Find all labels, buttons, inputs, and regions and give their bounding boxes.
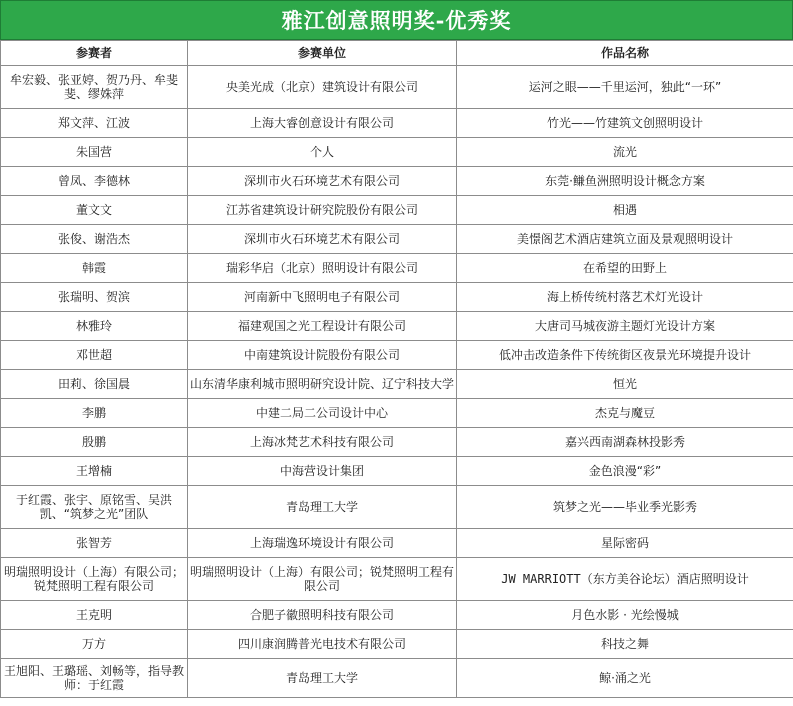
cell-unit: 明瑞照明设计（上海）有限公司；锐梵照明工程有限公司 — [188, 558, 457, 601]
table-row — [1, 486, 793, 529]
cell-work: 运河之眼——千里运河，独此“一环” — [457, 66, 793, 109]
cell-participant: 王克明 — [1, 601, 188, 630]
table-row — [1, 659, 793, 698]
cell-unit: 深圳市火石环境艺术有限公司 — [188, 225, 457, 254]
cell-unit: 上海瑞逸环境设计有限公司 — [188, 529, 457, 558]
table-row — [1, 601, 793, 630]
cell-work: 低冲击改造条件下传统街区夜景光环境提升设计 — [457, 341, 793, 370]
header-participant: 参赛者 — [1, 41, 188, 66]
cell-work: 科技之舞 — [457, 630, 793, 659]
table-row — [1, 529, 793, 558]
cell-unit: 深圳市火石环境艺术有限公司 — [188, 167, 457, 196]
cell-unit: 福建观国之光工程设计有限公司 — [188, 312, 457, 341]
cell-participant: 王增楠 — [1, 457, 188, 486]
cell-unit: 上海大睿创意设计有限公司 — [188, 109, 457, 138]
cell-participant: 王旭阳、王璐瑶、刘畅等，指导教师：于红霞 — [1, 659, 188, 698]
cell-work: 流光 — [457, 138, 793, 167]
cell-unit: 青岛理工大学 — [188, 659, 457, 698]
table-row — [1, 66, 793, 109]
cell-unit: 江苏省建筑设计研究院股份有限公司 — [188, 196, 457, 225]
cell-unit: 四川康润腾普光电技术有限公司 — [188, 630, 457, 659]
cell-participant: 明瑞照明设计（上海）有限公司；锐梵照明工程有限公司 — [1, 558, 188, 601]
table-row — [1, 399, 793, 428]
table-row — [1, 341, 793, 370]
cell-participant: 韩霞 — [1, 254, 188, 283]
table-row — [1, 196, 793, 225]
cell-participant: 万方 — [1, 630, 188, 659]
table-row — [1, 558, 793, 601]
cell-work: JW MARRIOTT（东方美谷论坛）酒店照明设计 — [457, 558, 793, 601]
table-row — [1, 225, 793, 254]
cell-unit: 央美光成（北京）建筑设计有限公司 — [188, 66, 457, 109]
cell-unit: 青岛理工大学 — [188, 486, 457, 529]
cell-work: 相遇 — [457, 196, 793, 225]
header-work: 作品名称 — [457, 41, 793, 66]
cell-work: 海上桥传统村落艺术灯光设计 — [457, 283, 793, 312]
cell-work: 恒光 — [457, 370, 793, 399]
cell-participant: 牟宏毅、张亚婷、贺乃丹、牟斐斐、缪姝萍 — [1, 66, 188, 109]
cell-unit: 河南新中飞照明电子有限公司 — [188, 283, 457, 312]
cell-work: 杰克与魔豆 — [457, 399, 793, 428]
table-row — [1, 312, 793, 341]
sheet-title: 雅江创意照明奖-优秀奖 — [0, 0, 793, 40]
table-row — [1, 283, 793, 312]
cell-participant: 林雅玲 — [1, 312, 188, 341]
cell-unit: 山东清华康利城市照明研究设计院、辽宁科技大学 — [188, 370, 457, 399]
table-row — [1, 457, 793, 486]
table-row — [1, 138, 793, 167]
cell-unit: 上海冰梵艺术科技有限公司 — [188, 428, 457, 457]
award-table — [0, 40, 793, 698]
cell-participant: 张瑞明、贺滨 — [1, 283, 188, 312]
cell-participant: 田莉、徐国晨 — [1, 370, 188, 399]
cell-work: 美憬阁艺术酒店建筑立面及景观照明设计 — [457, 225, 793, 254]
table-row — [1, 167, 793, 196]
table-row — [1, 109, 793, 138]
cell-participant: 张俊、谢浩杰 — [1, 225, 188, 254]
cell-work: 竹光——竹建筑文创照明设计 — [457, 109, 793, 138]
cell-work: 嘉兴西南湖森林投影秀 — [457, 428, 793, 457]
cell-participant: 于红霞、张宇、原铭雪、吴洪凯、“筑梦之光”团队 — [1, 486, 188, 529]
cell-participant: 朱国营 — [1, 138, 188, 167]
cell-unit: 中建二局二公司设计中心 — [188, 399, 457, 428]
header-unit: 参赛单位 — [188, 41, 457, 66]
cell-participant: 李鹏 — [1, 399, 188, 428]
cell-unit: 瑞彩华启（北京）照明设计有限公司 — [188, 254, 457, 283]
cell-unit: 合肥子徽照明科技有限公司 — [188, 601, 457, 630]
cell-participant: 邓世超 — [1, 341, 188, 370]
cell-participant: 董文文 — [1, 196, 188, 225]
cell-work: 东莞·鳒鱼洲照明设计概念方案 — [457, 167, 793, 196]
header-row — [1, 41, 793, 66]
cell-unit: 个人 — [188, 138, 457, 167]
cell-work: 月色水影 · 光绘慢城 — [457, 601, 793, 630]
cell-work: 大唐司马城夜游主题灯光设计方案 — [457, 312, 793, 341]
table-row — [1, 428, 793, 457]
cell-unit: 中海营设计集团 — [188, 457, 457, 486]
table-row — [1, 630, 793, 659]
cell-work: 鲸·涌之光 — [457, 659, 793, 698]
table-row — [1, 254, 793, 283]
cell-participant: 曾凤、李德林 — [1, 167, 188, 196]
cell-work: 金色浪漫“彩” — [457, 457, 793, 486]
cell-participant: 殷鹏 — [1, 428, 188, 457]
cell-unit: 中南建筑设计院股份有限公司 — [188, 341, 457, 370]
cell-work: 星际密码 — [457, 529, 793, 558]
cell-work: 在希望的田野上 — [457, 254, 793, 283]
cell-participant: 张智芳 — [1, 529, 188, 558]
cell-participant: 郑文萍、江波 — [1, 109, 188, 138]
cell-work: 筑梦之光——毕业季光影秀 — [457, 486, 793, 529]
table-row — [1, 370, 793, 399]
